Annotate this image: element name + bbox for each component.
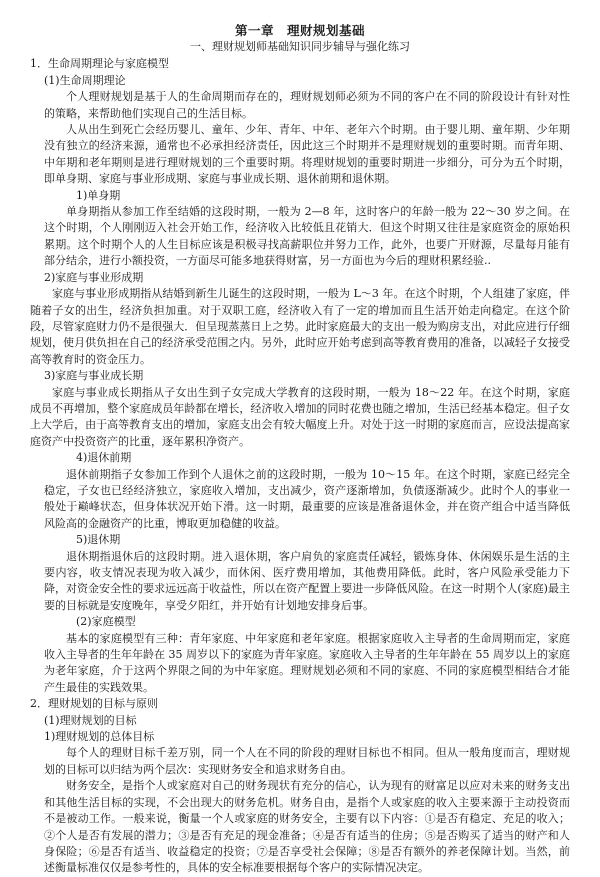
paragraph-life-cycle-intro: 个人理财规划是基于人的生命周期而存在的，理财规划师必须为不同的客户在不同的阶段设计有针对性的策略，来帮助他们实现自己的生活目标。 bbox=[44, 90, 570, 120]
heading-pre-retirement-stage: 4)退休前期 bbox=[76, 451, 132, 465]
paragraph-financial-security: 财务安全，是指个人或家庭对自己的财务现状有充分的信心，认为现有的财富足以应对未来的财务支出和其他生活目标的实现，不会出现大的财务危机。财务自由，是指个人或家庭的收入主要来源于主动投资而不是被动工作。一般来说，衡量一个人或家庭的财务安全，主要有以下内容：①是否有稳定、充足的收入；②个人是否有发展的潜力；③是否有充足的现金准备；④是否有适当的住房；⑤是否购买了适当的财产和人身保险；⑥是否有适当、收益稳定的投资；⑦是否享受社会保障；⑧是否有额外的养老保障计划。当然，前述衡量标准仅仅是参考性的，具体的安全标准要根据每个客户的实际情况决定。 bbox=[44, 779, 570, 875]
heading-planning-goals: (1)理财规划的目标 bbox=[44, 713, 137, 727]
section-subtitle: 一、理财规划师基础知识同步辅导与强化练习 bbox=[190, 40, 410, 53]
heading-life-cycle-theory: (1)生命周期理论 bbox=[44, 73, 126, 87]
paragraph-family-formation-stage: 家庭与事业形成期指从结婚到新生儿诞生的这段时期，一般为 L～3 年。在这个时期，个人组建了家庭，伴随着子女的出生，经济负担加重。对于双职工庭，经济收入有了一定的增加而且生活开始走向稳定。在这个阶段，尽管家庭财力仍不是很强大．但呈现蒸蒸日上之势。此时家庭最大的支出一般为购房支出，对此应进行仔细规划，使月供负担在自己的经济承受范围之内。另外，此时应开始考虑到高等教育费用的准备，以减轻子女接受高等教育时的资金压力。 bbox=[30, 287, 570, 366]
heading-family-formation-stage: 2)家庭与事业形成期 bbox=[44, 270, 144, 284]
paragraph-family-growth-stage: 家庭与事业成长期指从子女出生到子女完成大学教育的这段时期，一般为 18～22 年。在这个时期，家庭成员不再增加，整个家庭成员年龄都在增长，经济收入增加的同时花费也随之增加，生活已经基本稳定。但子女上大学后，由于高等教育支出的增加，家庭支出会有较大幅度上升。对处于这一时期的家庭而言，应设法提高家庭资产中投资资产的比重，逐年累积净资产。 bbox=[30, 385, 570, 448]
paragraph-family-model: 基本的家庭模型有三种：青年家庭、中年家庭和老年家庭。根据家庭收入主导者的生命周期而定，家庭收入主导者的生年年龄在 35 周岁以下的家庭为青年家庭。家庭收入主导者的生年年龄在 55 周岁以上的家庭为老年家庭，介于这两个界限之间的为中年家庭。理财规划必须和不同的家庭、不同的家庭模型相结合才能产生最佳的实践效果。 bbox=[44, 631, 570, 694]
paragraph-single-stage: 单身期指从参加工作至结婚的这段时期，一般为 2—8 年，这时客户的年龄一般为 22～30 岁之间。在这个时期，个人刚刚迈入社会开始工作，经济收入比较低且花销大．但这个时期又往往是家庭资金的原始积累期。这个时期个人的人生目标应该是积极寻找高薪职位并努力工作，此外，也要广开财源，尽量每月能有部分结余，进行小额投资，一方面尽可能多地获得财富，另一方面也为今后的理财积累经验.. bbox=[44, 205, 570, 268]
heading-goals-and-principles: 2．理财规划的目标与原则 bbox=[30, 697, 158, 711]
paragraph-overall-goals: 每个人的理财目标千差万别，同一个人在不同的阶段的理财目标也不相同。但从一般角度而言，理财规划的目标可以归结为两个层次：实现财务安全和追求财务自由。 bbox=[44, 746, 570, 776]
heading-life-cycle-and-family-model: 1．生命周期理论与家庭模型 bbox=[30, 57, 169, 71]
heading-family-growth-stage: 3)家庭与事业成长期 bbox=[44, 369, 144, 383]
paragraph-pre-retirement-stage: 退休前期指子女参加工作到个人退休之前的这段时期，一般为 10～15 年。在这个时期，家庭已经完全稳定，子女也已经经济独立，家庭收入增加，支出减少，资产逐渐增加，负债逐渐减少。此时个人的事业一般处于巅峰状态，但身体状况开始下滑。这一时期，最重要的应该是准备退休金，并在资产组合中适当降低风险高的金融资产的比重，博取更加稳健的收益。 bbox=[44, 467, 570, 530]
paragraph-life-stages: 人从出生到死亡会经历婴儿、童年、少年、青年、中年、老年六个时期。由于婴儿期、童年期、少年期没有独立的经济来源，通常也不必承担经济责任，因此这三个时期并不是理财规划的重要时期。而青年期、中年期和老年期则是进行理财规划的三个重要时期。将理财规划的重要时期进一步细分，可分为五个时期，即单身期、家庭与事业形成期、家庭与事业成长期、退休前期和退休期。 bbox=[44, 123, 570, 186]
chapter-title: 第一章 理财规划基础 bbox=[234, 23, 365, 38]
heading-family-model: (2)家庭模型 bbox=[76, 615, 136, 629]
paragraph-retirement-stage: 退休期指退休后的这段时期。进入退休期，客户肩负的家庭责任减轻，锻炼身体、休闲娱乐是生活的主要内容，收支情况表现为收入减少，而休闲、医疗费用增加，其他费用降低。此时，客户风险承受能力下降，对资金安全性的要求远远高于收益性，所以在资产配置上要进一步降低风险。在这一时期个人(家庭)最主要的目标就是安度晚年，享受夕阳红，并开始有计划地安排身后事。 bbox=[44, 549, 570, 612]
heading-overall-goals: 1)理财规划的总体目标 bbox=[44, 730, 155, 744]
heading-single-stage: 1)单身期 bbox=[76, 188, 121, 202]
heading-retirement-stage: 5)退休期 bbox=[76, 533, 121, 547]
